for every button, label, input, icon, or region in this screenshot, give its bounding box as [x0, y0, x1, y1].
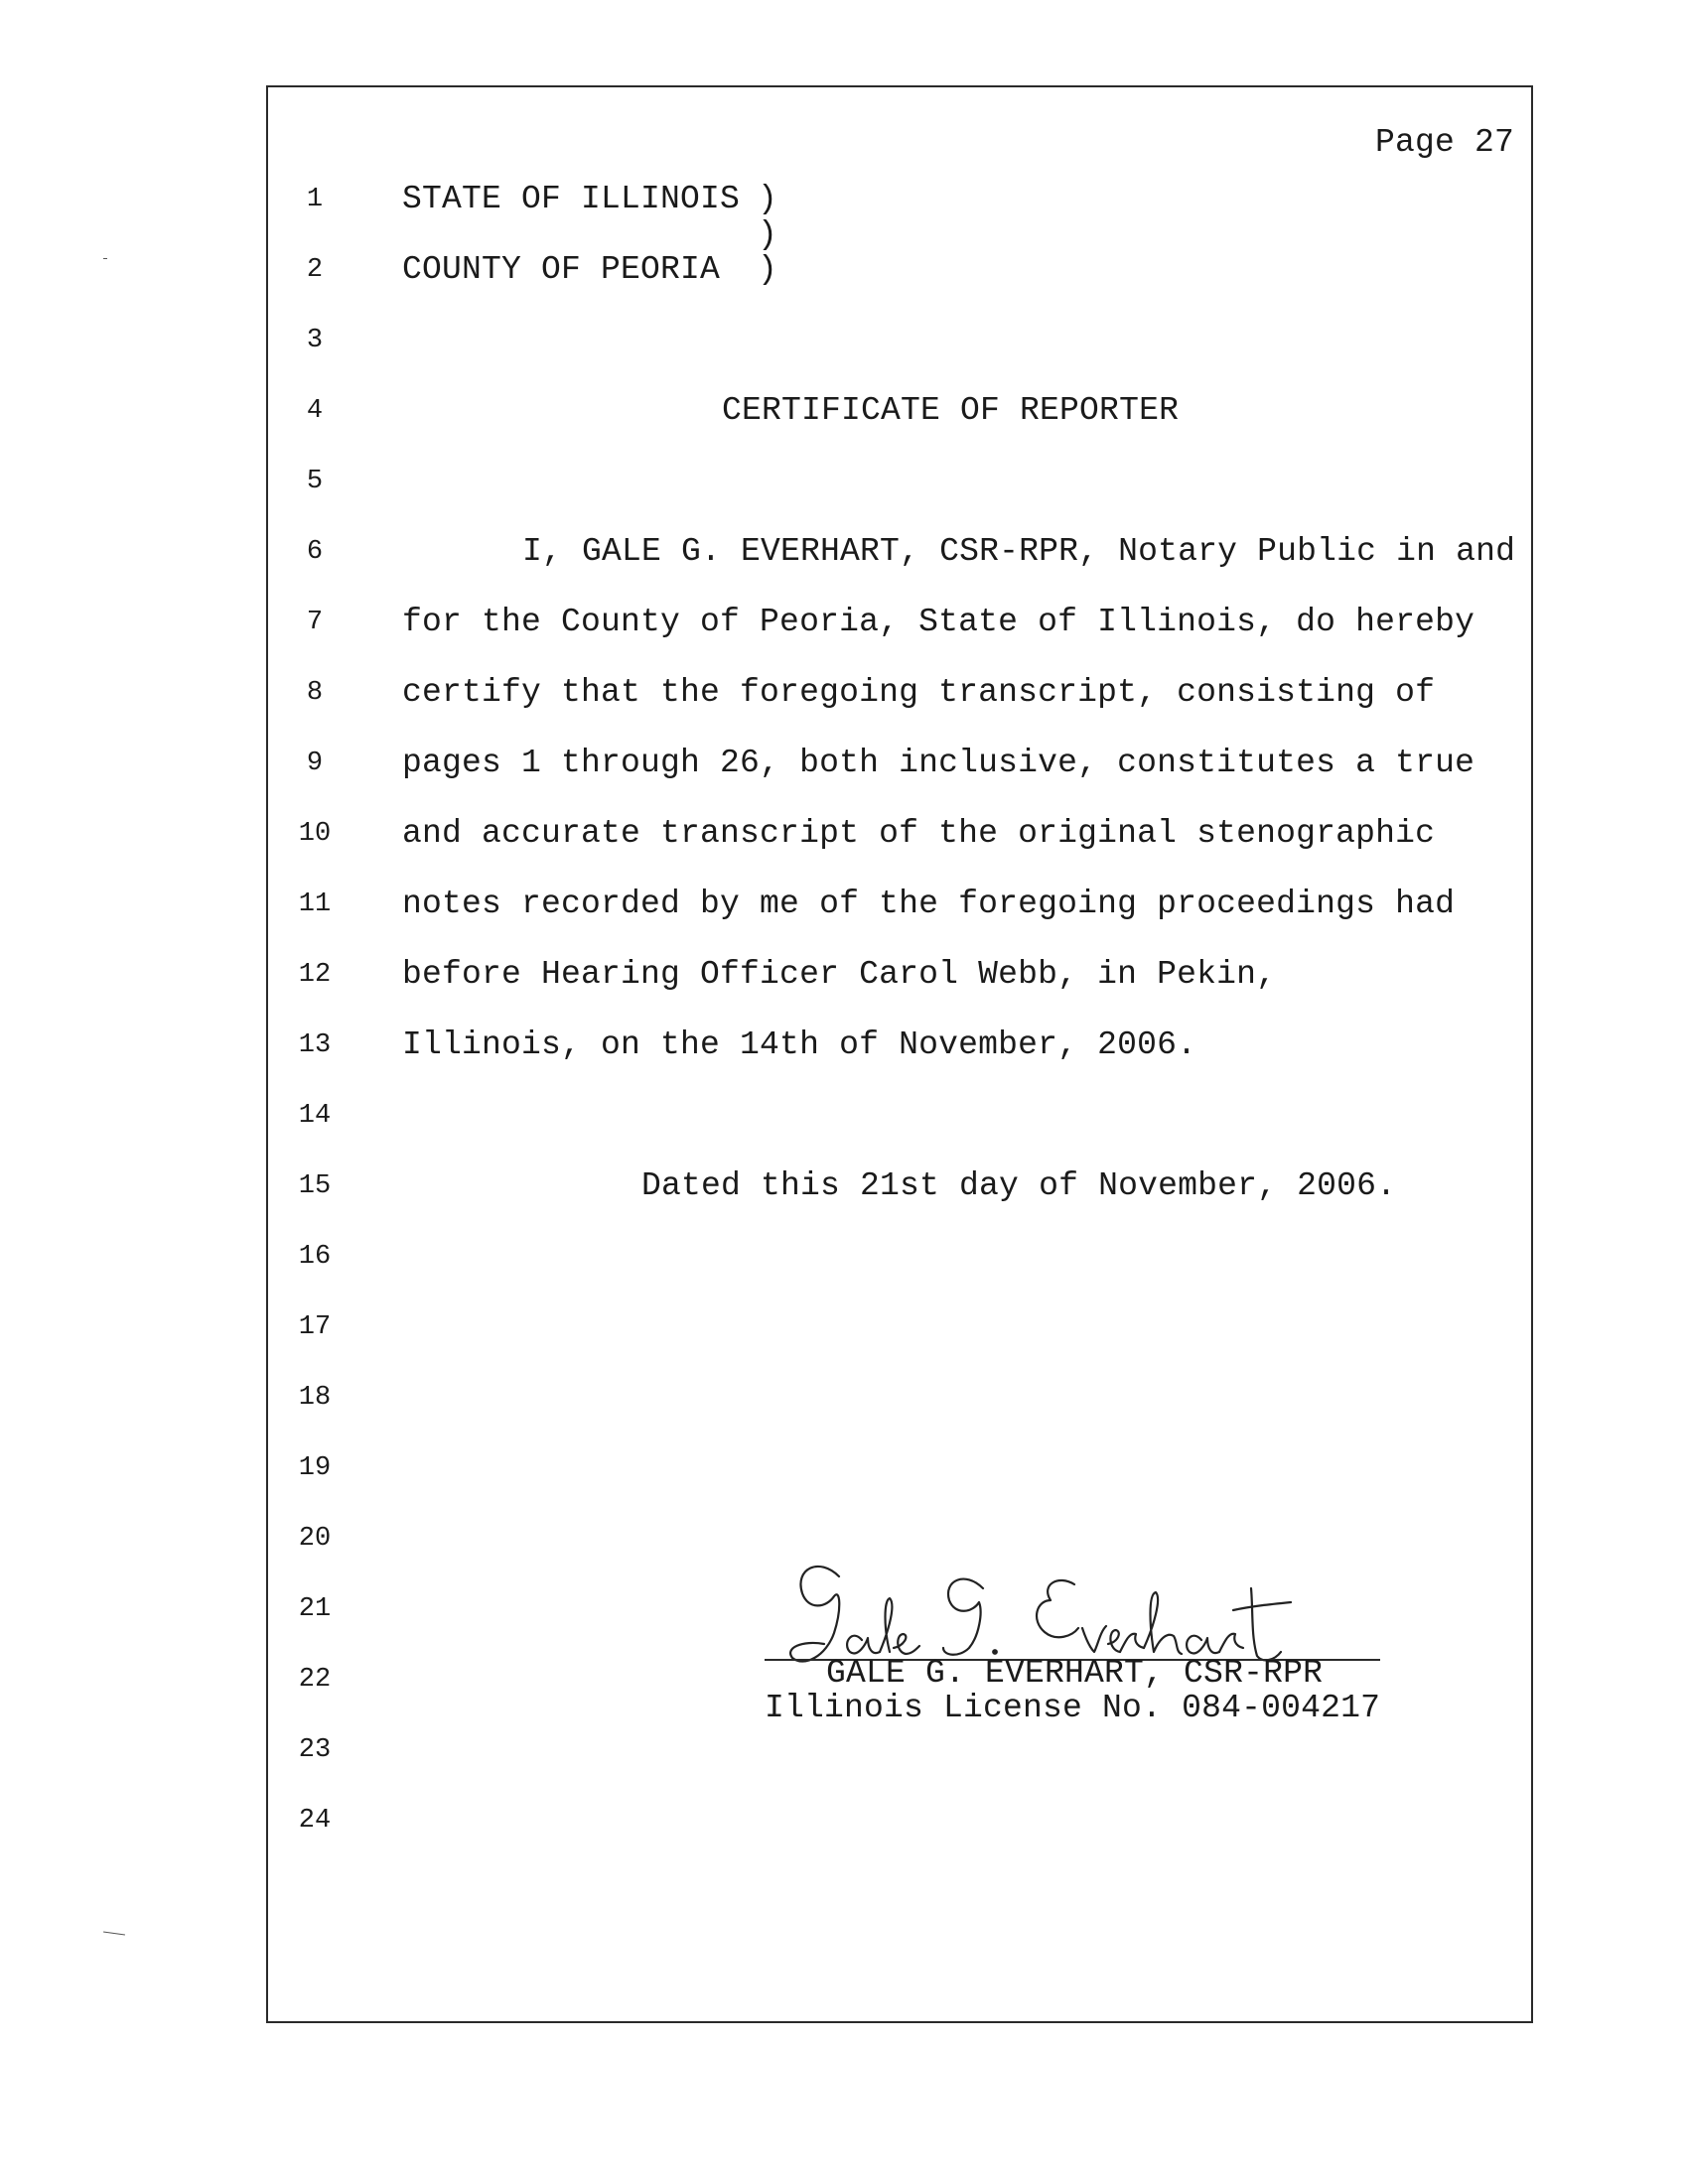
line-number: 8 — [306, 678, 324, 708]
body-line: certify that the foregoing transcript, consisting of — [402, 674, 1436, 711]
line-number: 4 — [306, 396, 324, 426]
line-number: 20 — [298, 1524, 332, 1554]
venue-state-paren: ) — [758, 181, 778, 217]
body-line: I, GALE G. EVERHART, CSR-RPR, Notary Public in and — [522, 533, 1516, 570]
venue-state: STATE OF ILLINOIS — [402, 181, 741, 217]
line-number: 12 — [298, 960, 332, 990]
line-number: 6 — [306, 537, 324, 567]
line-number: 1 — [306, 185, 324, 214]
dated-line: Dated this 21st day of November, 2006. — [641, 1167, 1397, 1204]
body-line: Illinois, on the 14th of November, 2006. — [402, 1026, 1197, 1063]
body-line: before Hearing Officer Carol Webb, in Pekin, — [402, 956, 1277, 993]
line-number: 9 — [306, 749, 324, 778]
signature-license: Illinois License No. 084-004217 — [765, 1690, 1381, 1726]
line-number: 21 — [298, 1594, 332, 1624]
certificate-heading: CERTIFICATE OF REPORTER — [722, 392, 1180, 429]
line-number: 18 — [298, 1383, 332, 1413]
scan-mark — [103, 258, 107, 259]
line-number: 24 — [298, 1806, 332, 1836]
body-line: notes recorded by me of the foregoing proceedings had — [402, 886, 1456, 922]
scan-mark — [103, 1931, 125, 1935]
body-line: pages 1 through 26, both inclusive, constitutes a true — [402, 745, 1475, 781]
line-number: 2 — [306, 255, 324, 285]
venue-county: COUNTY OF PEORIA — [402, 251, 721, 288]
line-number: 15 — [298, 1171, 332, 1201]
signature-name: GALE G. EVERHART, CSR-RPR — [826, 1655, 1324, 1692]
body-line: for the County of Peoria, State of Illinois, do hereby — [402, 604, 1475, 640]
body-line: and accurate transcript of the original stenographic — [402, 815, 1436, 852]
line-number: 3 — [306, 326, 324, 355]
line-number: 22 — [298, 1665, 332, 1695]
line-number: 16 — [298, 1242, 332, 1272]
line-number: 10 — [298, 819, 332, 849]
line-number: 7 — [306, 608, 324, 637]
line-number: 19 — [298, 1453, 332, 1483]
venue-middle-paren: ) — [758, 216, 778, 253]
line-number: 11 — [298, 889, 332, 919]
line-number: 23 — [298, 1735, 332, 1765]
page-number-label: Page 27 — [1375, 124, 1515, 161]
venue-county-paren: ) — [758, 251, 778, 288]
line-number: 5 — [306, 467, 324, 496]
line-number: 17 — [298, 1312, 332, 1342]
line-number: 13 — [298, 1030, 332, 1060]
line-number: 14 — [298, 1101, 332, 1131]
